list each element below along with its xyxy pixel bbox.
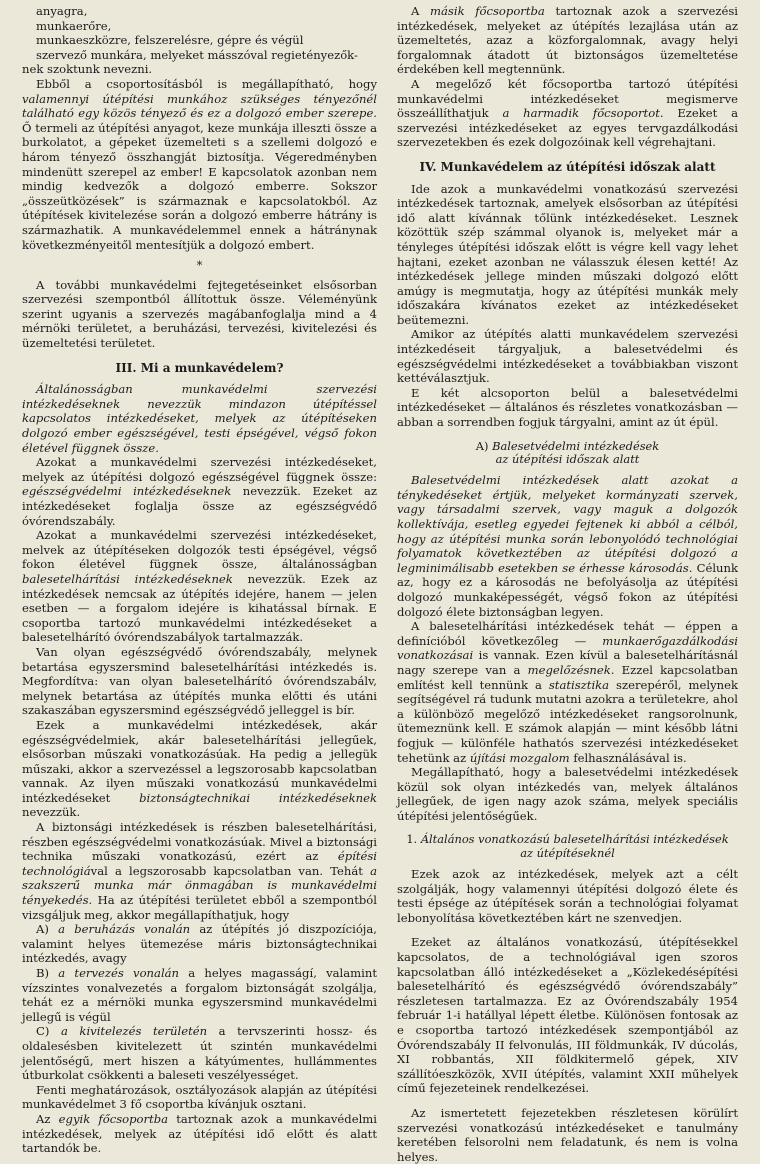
- paragraph-general-vs-special: Megállapítható, hogy a balesetvédelmi intézkedések közül sok olyan intézkedés van, melyek általános jellegűek, de igen nagy azok száma, melyek speciális útépítési jelentőségűek.: [397, 765, 738, 823]
- paragraph-split: Amikor az útépítés alatti munkavédelem szervezési intézkedéseit tárgyaljuk, a balesetvédelmi és egészségvédelmi intézkedéseket a továbbiakban viszont kettéválasztjuk.: [397, 327, 738, 386]
- text-run: Az: [36, 1111, 59, 1126]
- factor-item: munkaerőre,: [36, 18, 112, 33]
- factor-item: munkaeszközre, felszerelésre, gépre és végül: [36, 33, 304, 48]
- text-run: a helyes magasságí, valamint vízszintes vonalvezetés a forgalom biztonságát szolgálja, tehát ez a mérnöki munka egyszersmind munkavédelmi jellegű is végül: [22, 966, 378, 1024]
- item-c-execution: [22, 1024, 377, 1082]
- emphasized-text: a beruházás vonalán: [58, 922, 191, 937]
- text-run: is vannak. Ezen kívül a balesetelhárításnál nagy szerepe van a: [397, 648, 738, 677]
- paragraph-accident-prevention: [22, 528, 377, 645]
- factor-item: szervező munkára, melyeket másszóval regietényezők-: [36, 47, 358, 62]
- text-run: Ő termeli az útépítési anyagot, keze munkája illeszti össze a burkolatot, a gépeket üzemelteti s a szellemi dolgozó e három tényező összhangját biztosítja. Végeredményben mindenütt szerepel az ember! E kapcsolatok azonban nem mindig kedvezők a dolgozó emberre. Sokszor „összeütközések” is származnak e kapcsolatokból. Az útépítések kivitelezése során a dolgozó emberre hátrány is származhatik. A munkavédelemmel ennek a hátránynak következményeitől mentesítjük a dolgozó embert.: [22, 120, 377, 252]
- text-run: Ezeket a szervezési intézkedéseket az egyes tervgazdálkodási szervezetekben és ezek dolgozóinak kell végrehajtani.: [397, 106, 739, 150]
- paragraph-second-group: [397, 4, 738, 77]
- emphasized-text: a kivitelezés területén: [60, 1024, 208, 1039]
- emphasized-text: építési technológiá: [22, 849, 377, 878]
- factor-list-tail: nek szoktunk nevezni.: [22, 62, 153, 77]
- text-run: Ezzel kapcsolatban említést kell tennünk a: [397, 662, 738, 692]
- paragraph-general-measures: Ezek azok az intézkedések, melyek azt a célt szolgálják, hogy valamennyi útépítési dolgozó élete és testi épsége az útépítések során a technológiai folyamat lebonyolítása következtében kárt ne szenvedjen.: [397, 867, 738, 925]
- paragraph-overlap: Van olyan egészségvédő óvórendszabály, melynek betartása egyszersmind balesetelhárítási intézkedés is. Megfordítva: van olyan balesetelhárító óvórendszabálv, melynek betartása az útépítés munka előtti és utáni szakaszában egyszersmind egészségvédő jelleggel is bír.: [22, 644, 377, 718]
- subsection-1-subtitle: az útépítéseknél: [520, 846, 615, 861]
- text-run: A biztonsági intézkedések is részben balesetelhárítási, részben egészségvédelmi vonatkozásúak. Mivel a biztonsági technika műszaki vonatkozású, ezért az: [22, 820, 377, 864]
- emphasized-text: újítási mozgalom: [469, 750, 570, 765]
- text-run: val a legszorosabb kapcsolatban van. Tehát: [90, 863, 371, 878]
- text-run: Azokat a munkavédelmi szervezési intézkedéseket, melvek az útépítéseken dolgozók testi épségével, végső fokon életével függnek össze, általánosságban: [22, 528, 377, 572]
- heading-subsection-1: [397, 833, 738, 861]
- subsection-a-label: A): [475, 438, 493, 453]
- subsection-1-label: 1.: [406, 832, 421, 847]
- text-run: nevezzük. Ezek az intézkedések nemcsak az útépítés idejére, hanem — jelen esetben — a forgalom idejére is kihatással bírnak. E csoportba tartozó munkavédelmi intézkedéseket a balesetelhárító óvórendszabályok tartalmazzák.: [22, 571, 377, 645]
- emphasized-text: másik főcsoportba: [430, 4, 545, 18]
- paragraph-definition: [22, 382, 377, 455]
- emphasized-text: statisztika: [548, 677, 610, 692]
- paragraph-safety: [22, 820, 377, 922]
- text-run: A: [411, 4, 430, 18]
- factor-item: anyagra,: [36, 4, 88, 18]
- spacer: [397, 925, 738, 935]
- emphasized-text: egyik főcsoportba: [58, 1111, 169, 1126]
- text-run: Ha az útépítési területet ebből a szempontból vizsgáljuk meg, akkor megállapíthatjuk, hogy: [22, 893, 377, 922]
- text-run: Célunk az, hogy ez a károsodás ne befolyásolja az útépítési dolgozó munkaképességét, végső fokon az útépítési dolgozó élete biztonságban legyen.: [397, 560, 739, 619]
- text-run: Azokat a munkavédelmi szervezési intézkedéseket, melyek az útépítési dolgozó egészségével függnek össze:: [22, 455, 377, 484]
- text-run: szerepéről, melynek segítségével rá tudunk mutatni azokra a területekre, ahol a különböző megelőző intézkedéseket rangsorolnunk, ütemeznünk kell. E számok alapján — mint később látni fogjuk — különféle hathatós szervezési intézkedéseket tehetünk az: [397, 677, 738, 765]
- paragraph-three-groups: Fenti meghatározások, osztályozások alapján az útépítési munkavédelmet 3 fő csoportba kívánjuk osztani.: [22, 1082, 377, 1112]
- text-run: felhasználásával is.: [569, 750, 687, 765]
- text-run: C): [36, 1024, 61, 1039]
- item-b-design: [22, 966, 377, 1024]
- subsection-a-title: Balesetvédelmi intézkedések: [492, 438, 660, 453]
- subsection-1-title: Általános vonatkozású balesetelhárítási intézkedések: [420, 832, 729, 847]
- heading-section-iv: IV. Munkavédelem az útépítési időszak alatt: [419, 159, 716, 174]
- paragraph-technical: [22, 718, 377, 820]
- text-run: tartoznak azok a szervezési intézkedések, melyeket az útépítés lezajlása után az üzemeltetés, azaz a közforgalomnak, avagy helyi forgalomnak átadott út biztonságos üzemeltetése érdekében kell megtennünk.: [397, 4, 739, 77]
- left-column: [22, 4, 377, 1156]
- section-separator: *: [196, 258, 203, 273]
- paragraph-first-group: [22, 1112, 377, 1156]
- emphasized-text: egészségvédelmi intézkedéseknek: [22, 484, 232, 499]
- emphasized-text: biztonságtechnikai intézkedéseknek: [139, 790, 378, 805]
- text-run: B): [36, 966, 59, 980]
- subsection-a-subtitle: az útépítési időszak alatt: [495, 452, 640, 467]
- item-a-investment: [22, 922, 377, 966]
- paragraph-third-group: [397, 77, 738, 150]
- emphasized-text: Balesetvédelmi intézkedések alatt azokat a ténykedéseket értjük, melyeket kormányzati szervek, vagy társadalmi szervek, vagy maguk a dolgozók kollektívája, esetleg egyedei fejtenek ki abból a célból, hogy az útépítési munka során lebonyolódó technológiai folyamatok következtében az útépítési dolgozó a legminimálisabb esetekben se érhesse károsodás.: [397, 473, 738, 575]
- paragraph-health-protection: [22, 455, 377, 528]
- emphasized-text: megelőzésnek.: [527, 662, 615, 677]
- definition-text: Általánosságban munkavédelmi szervezési intézkedéseknek nevezzük mindazon útépítéssel kapcsolatos intézkedéseket, melyek az útépítéseken dolgozó ember egészségével, testi épségével, végső fokon életével függnek össze.: [22, 382, 377, 455]
- text-run: nevezzük.: [22, 805, 81, 820]
- paragraph-subgroups: E két alcsoporton belül a balesetvédelmi intézkedéseket — általános és részletes vonatkozásban — abban a sorrendben fogjuk tárgyalni, amint az út épül.: [397, 385, 738, 430]
- emphasized-text: a szakszerű munka már önmagában is munkavédelmi tényekedés.: [22, 863, 377, 908]
- text-run: a tervszerinti hossz- és oldalesésben kivitelezett út szintén munkavédelmi jelentőségű, mert hiszen a kátyúmentes, hullámmentes útburkolat csökkenti a baleseti veszélyességet.: [22, 1024, 377, 1083]
- spacer: [397, 1096, 738, 1106]
- emphasized-text: munkaerőgazdálkodási vonatkozásai: [397, 633, 738, 663]
- text-run: A megelőző két főcsoportba tartozó útépítési munkavédelmi intézkedéseket megismerve összeállíthatjuk: [397, 76, 738, 121]
- text-run: az útépítés jó diszpozíciója, valamint helyes ütemezése máris biztonságtechnikai intézkedés, avagy: [22, 922, 377, 966]
- text-run: A): [36, 922, 59, 937]
- heading-section-iii: III. Mi a munkavédelem?: [115, 360, 284, 375]
- text-run: tartoznak azok a munkavédelmi intézkedések, melyek az útépítési idő előtt és alatt tartandók be.: [22, 1111, 377, 1156]
- factor-list: [22, 4, 377, 77]
- emphasized-text: valamennyi útépítési munkához szükséges tényezőnél található egy közös tényező és ez a dolgozó ember szerepe.: [22, 91, 377, 121]
- paragraph-regulation: Ezeket az általános vonatkozású, útépítésekkel kapcsolatos, de a technológiával igen szoros kapcsolatban álló intézkedéseket a „Közlekedésépítési balesetelhárító és egészségvédő óvórendszabály” részletesen tartalmazza. Ez az Óvórendszabály 1954 február 1-i hatállyal lépett életbe. Különösen fontosak az e csoportba tartozó intézkedések szempontjából az Óvórendszabály II felvonulás, III földmunkák, IV dúcolás, XI robbantás, XII földkitermelő gépek, XIV szállítóeszközök, XVII útépítés, valamint XXII műhelyek című fejezeteinek rendelkezései.: [397, 935, 738, 1096]
- right-column: [397, 4, 738, 1164]
- heading-subsection-a: [397, 440, 738, 468]
- text-run: Ebből a csoportosításból is megállapítható, hogy: [36, 76, 377, 91]
- emphasized-text: balesetelhárítási intézkedéseknek: [22, 571, 233, 586]
- paragraph-closing: Az ismertetett fejezetekben részletesen körülírt szervezési vonatkozású intézkedéseket e tanulmány keretében felsorolni nem feladatunk, és nem is volna helyes.: [397, 1105, 738, 1164]
- text-run: nevezzük. Ezeket az intézkedéseket foglalja össze az egészségvédő óvórendszabály.: [22, 484, 378, 528]
- paragraph-human-factor: [22, 77, 377, 252]
- text-run: A balesetelhárítási intézkedések tehát — éppen a definícióból következőleg —: [397, 619, 738, 648]
- emphasized-text: a harmadik főcsoportot.: [502, 106, 664, 121]
- paragraph-construction-period: Ide azok a munkavédelmi vonatkozású szervezési intézkedések tartoznak, amelyek elsősorban az útépítési idő alatt kívánnak tőlünk intézkedéseket. Lesznek közöttük szép számmal olyanok is, melyeket már a tényleges útépítési időszak előtt is végre kell vagy lehet hajtani, ezeket azonban ne válasszuk élesen ketté! Az intézkedések jellege minden műszaki dolgozó előtt amúgy is megmutatja, hogy az útépítési munkák mely időszakára kívánatos ezeket az intézkedéseket beütemezni.: [397, 181, 738, 327]
- text-run: Ezek a munkavédelmi intézkedések, akár egészségvédelmiek, akár balesetelhárítási jellegűek, elsősorban műszaki vonatkozásúak. Ha pedig a jellegük műszaki, akkor a szervezéssel a legszorosabb kapcsolatban vannak. Az ilyen műszaki vonatkozású munkavédelmi intézkedéseket: [22, 717, 377, 805]
- paragraph-accident-definition: [397, 473, 738, 619]
- paragraph-organization: A további munkavédelmi fejtegetéseinket elsősorban szervezési szempontból állítottuk össze. Véleményünk szerint ugyanis a szervezés magábanfoglalja mind a 4 mérnöki területet, a beruházási, tervezési, kivitelezési és üzemeltetési területet.: [22, 277, 377, 351]
- emphasized-text: a tervezés vonalán: [58, 966, 180, 980]
- paragraph-prevention-statistics: [397, 619, 738, 765]
